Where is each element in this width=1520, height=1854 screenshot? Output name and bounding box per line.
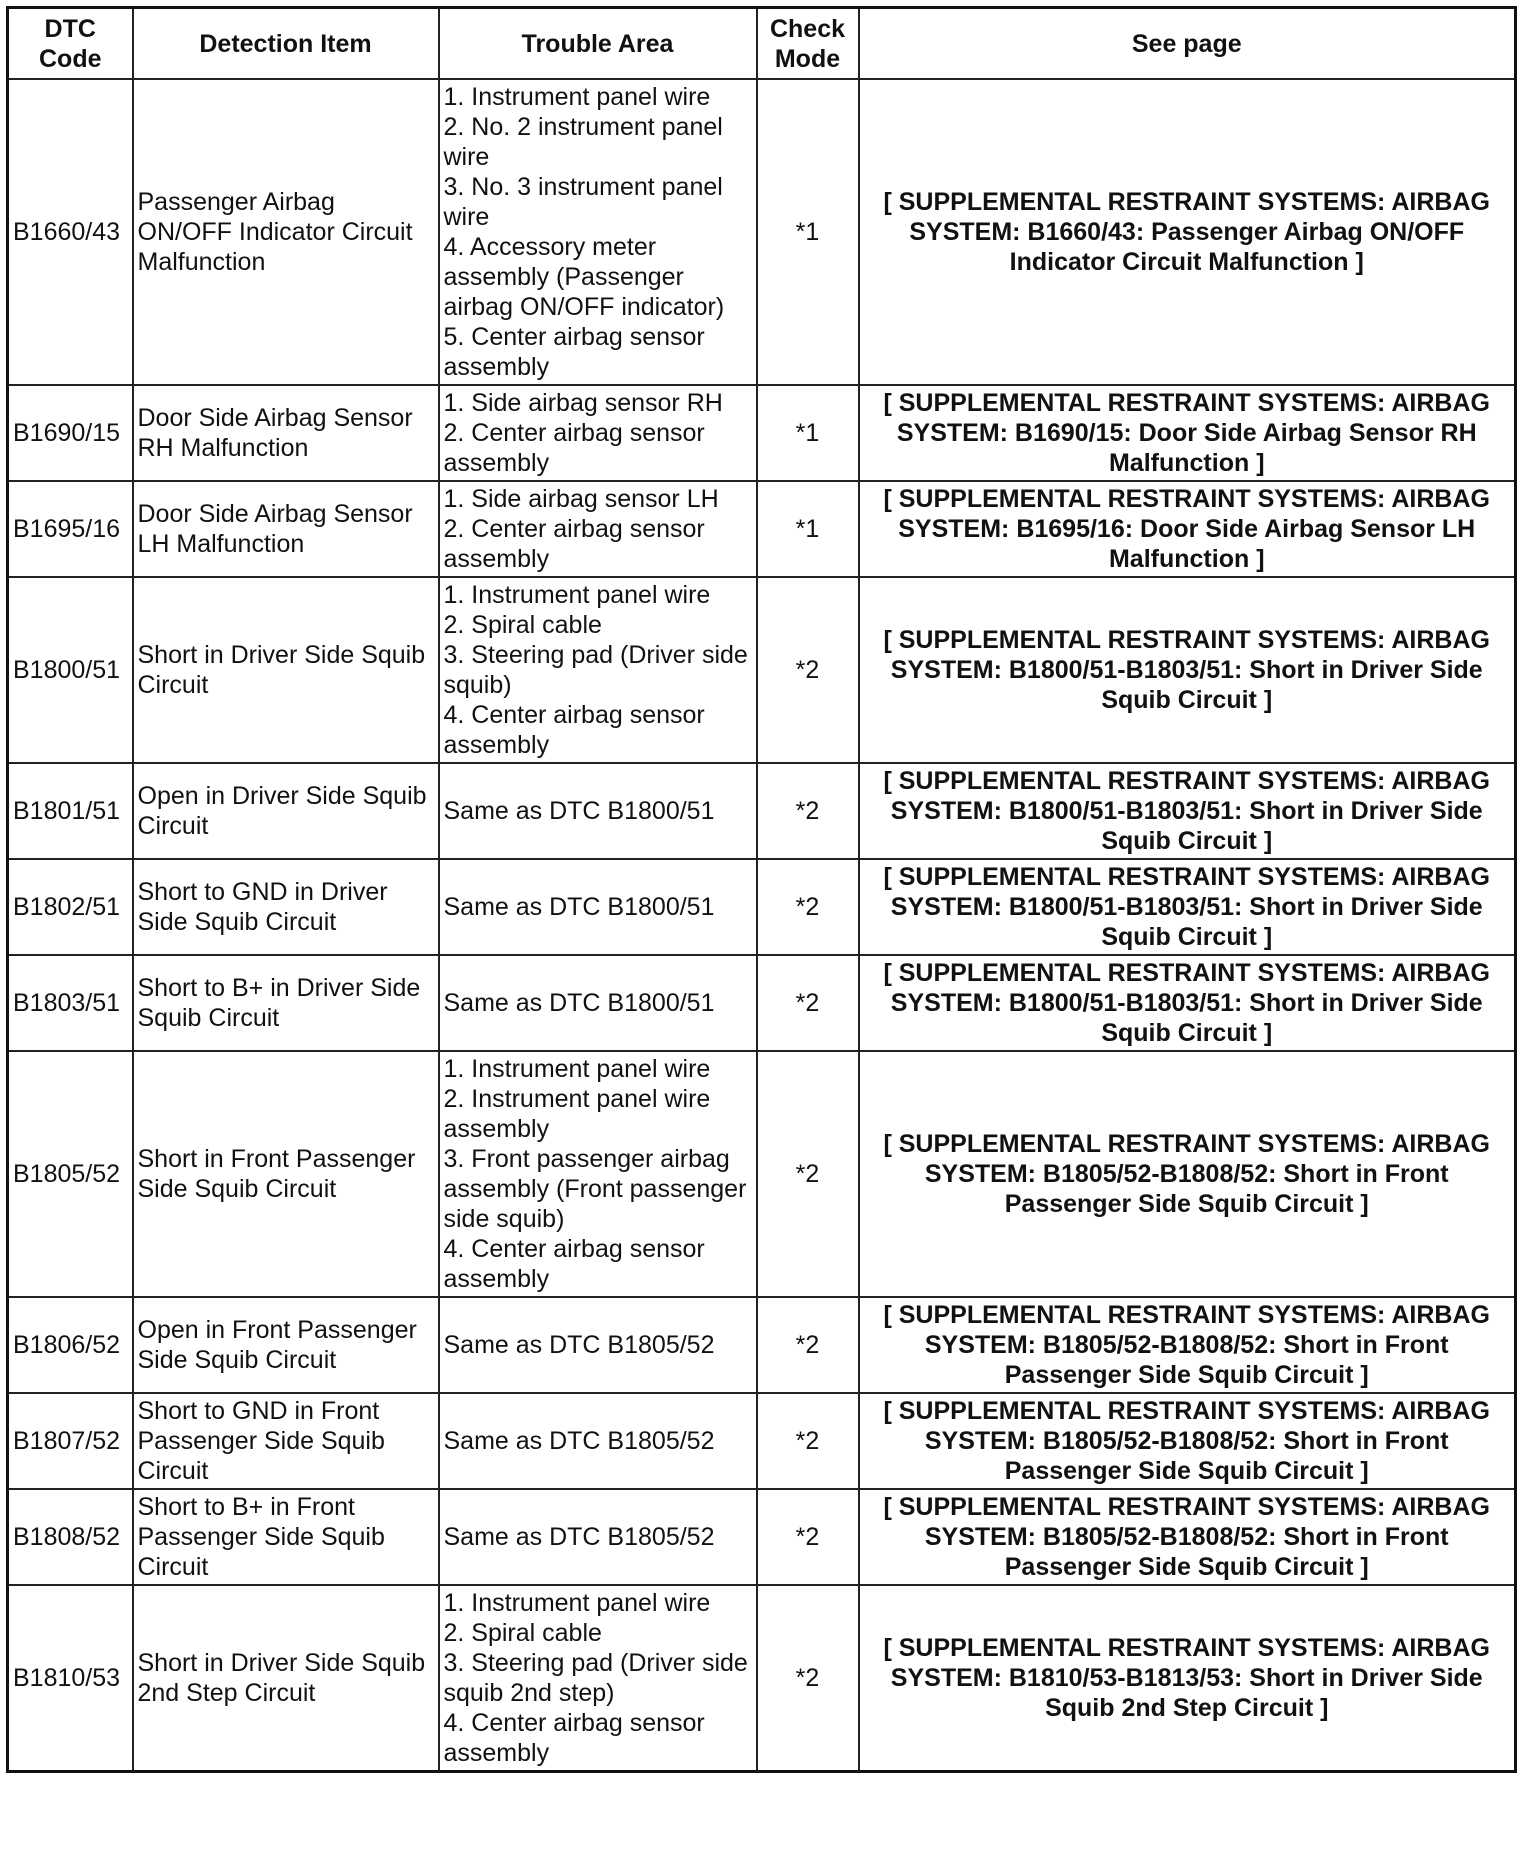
header-dtc-code: DTC Code — [8, 8, 133, 80]
dtc-code-cell: B1690/15 — [8, 385, 133, 481]
check-mode-cell: *2 — [757, 955, 859, 1051]
header-see-page: See page — [859, 8, 1516, 80]
trouble-area-cell — [439, 763, 757, 859]
detection-item-cell: Short in Driver Side Squib Circuit — [133, 577, 439, 763]
trouble-area-line: Same as DTC B1805/52 — [443, 1427, 715, 1455]
trouble-area-line: 2. No. 2 instrument panel wire — [443, 113, 723, 171]
see-page-link[interactable]: [ SUPPLEMENTAL RESTRAINT SYSTEMS: AIRBAG SYSTEM: B1690/15: Door Side Airbag Sensor RH Malfunction ] — [859, 385, 1516, 481]
trouble-area-cell — [439, 577, 757, 763]
trouble-area-cell — [439, 1297, 757, 1393]
trouble-area-line: 2. Spiral cable — [443, 1619, 602, 1647]
check-mode-cell: *1 — [757, 385, 859, 481]
check-mode-cell: *2 — [757, 1585, 859, 1772]
detection-item-cell: Short to GND in Driver Side Squib Circuit — [133, 859, 439, 955]
see-page-link[interactable]: [ SUPPLEMENTAL RESTRAINT SYSTEMS: AIRBAG SYSTEM: B1810/53-B1813/53: Short in Driver Side Squib 2nd Step Circuit ] — [859, 1585, 1516, 1772]
trouble-area-line: 4. Center airbag sensor assembly — [443, 701, 705, 759]
dtc-code-cell: B1805/52 — [8, 1051, 133, 1297]
trouble-area-line: 1. Side airbag sensor RH — [443, 389, 723, 417]
see-page-link[interactable]: [ SUPPLEMENTAL RESTRAINT SYSTEMS: AIRBAG SYSTEM: B1800/51-B1803/51: Short in Driver Side Squib Circuit ] — [859, 859, 1516, 955]
dtc-code-cell: B1800/51 — [8, 577, 133, 763]
detection-item-cell: Short to GND in Front Passenger Side Squib Circuit — [133, 1393, 439, 1489]
dtc-code-cell: B1808/52 — [8, 1489, 133, 1585]
trouble-area-line: Same as DTC B1805/52 — [443, 1523, 715, 1551]
trouble-area-line: 2. Instrument panel wire assembly — [443, 1085, 711, 1143]
detection-item-cell: Short to B+ in Driver Side Squib Circuit — [133, 955, 439, 1051]
table-row — [8, 577, 1516, 763]
see-page-link[interactable]: [ SUPPLEMENTAL RESTRAINT SYSTEMS: AIRBAG SYSTEM: B1800/51-B1803/51: Short in Driver Side Squib Circuit ] — [859, 763, 1516, 859]
dtc-code-cell: B1801/51 — [8, 763, 133, 859]
see-page-link[interactable]: [ SUPPLEMENTAL RESTRAINT SYSTEMS: AIRBAG SYSTEM: B1805/52-B1808/52: Short in Front Passenger Side Squib Circuit ] — [859, 1393, 1516, 1489]
detection-item-cell: Open in Driver Side Squib Circuit — [133, 763, 439, 859]
trouble-area-line: Same as DTC B1805/52 — [443, 1331, 715, 1359]
table-row — [8, 1393, 1516, 1489]
detection-item-cell: Door Side Airbag Sensor LH Malfunction — [133, 481, 439, 577]
dtc-code-cell: B1802/51 — [8, 859, 133, 955]
trouble-area-line: Same as DTC B1800/51 — [443, 893, 715, 921]
dtc-code-cell: B1806/52 — [8, 1297, 133, 1393]
trouble-area-cell — [439, 1393, 757, 1489]
table-row — [8, 1297, 1516, 1393]
trouble-area-line: Same as DTC B1800/51 — [443, 797, 715, 825]
trouble-area-line: 1. Instrument panel wire — [443, 1589, 711, 1617]
see-page-link[interactable]: [ SUPPLEMENTAL RESTRAINT SYSTEMS: AIRBAG SYSTEM: B1800/51-B1803/51: Short in Driver Side Squib Circuit ] — [859, 577, 1516, 763]
header-trouble-area: Trouble Area — [439, 8, 757, 80]
see-page-link[interactable]: [ SUPPLEMENTAL RESTRAINT SYSTEMS: AIRBAG SYSTEM: B1805/52-B1808/52: Short in Front Passenger Side Squib Circuit ] — [859, 1051, 1516, 1297]
check-mode-cell: *2 — [757, 763, 859, 859]
detection-item-cell: Short to B+ in Front Passenger Side Squib Circuit — [133, 1489, 439, 1585]
dtc-table-container — [6, 6, 1514, 1773]
trouble-area-line: Same as DTC B1800/51 — [443, 989, 715, 1017]
check-mode-cell: *2 — [757, 1393, 859, 1489]
table-row — [8, 763, 1516, 859]
trouble-area-cell — [439, 1051, 757, 1297]
trouble-area-line: 3. Steering pad (Driver side squib 2nd step) — [443, 1649, 748, 1707]
detection-item-cell: Short in Front Passenger Side Squib Circuit — [133, 1051, 439, 1297]
see-page-link[interactable]: [ SUPPLEMENTAL RESTRAINT SYSTEMS: AIRBAG SYSTEM: B1695/16: Door Side Airbag Sensor LH Malfunction ] — [859, 481, 1516, 577]
trouble-area-line: 2. Center airbag sensor assembly — [443, 515, 705, 573]
trouble-area-line: 1. Instrument panel wire — [443, 1055, 711, 1083]
table-row — [8, 1051, 1516, 1297]
see-page-link[interactable]: [ SUPPLEMENTAL RESTRAINT SYSTEMS: AIRBAG SYSTEM: B1805/52-B1808/52: Short in Front Passenger Side Squib Circuit ] — [859, 1489, 1516, 1585]
dtc-code-cell: B1810/53 — [8, 1585, 133, 1772]
trouble-area-cell — [439, 481, 757, 577]
table-body — [8, 79, 1516, 1772]
trouble-area-line: 5. Center airbag sensor assembly — [443, 323, 705, 381]
check-mode-cell: *1 — [757, 79, 859, 385]
header-check-mode: Check Mode — [757, 8, 859, 80]
trouble-area-line: 3. Steering pad (Driver side squib) — [443, 641, 748, 699]
trouble-area-cell — [439, 1585, 757, 1772]
trouble-area-cell — [439, 79, 757, 385]
table-header-row — [8, 8, 1516, 80]
trouble-area-line: 3. Front passenger airbag assembly (Front passenger side squib) — [443, 1145, 747, 1233]
trouble-area-line: 4. Center airbag sensor assembly — [443, 1235, 705, 1293]
table-row — [8, 385, 1516, 481]
trouble-area-cell — [439, 859, 757, 955]
check-mode-cell: *1 — [757, 481, 859, 577]
dtc-code-cell: B1695/16 — [8, 481, 133, 577]
trouble-area-line: 4. Center airbag sensor assembly — [443, 1709, 705, 1767]
trouble-area-cell — [439, 955, 757, 1051]
see-page-link[interactable]: [ SUPPLEMENTAL RESTRAINT SYSTEMS: AIRBAG SYSTEM: B1805/52-B1808/52: Short in Front Passenger Side Squib Circuit ] — [859, 1297, 1516, 1393]
table-row — [8, 955, 1516, 1051]
trouble-area-cell — [439, 385, 757, 481]
check-mode-cell: *2 — [757, 577, 859, 763]
table-row — [8, 481, 1516, 577]
see-page-link[interactable]: [ SUPPLEMENTAL RESTRAINT SYSTEMS: AIRBAG SYSTEM: B1800/51-B1803/51: Short in Driver Side Squib Circuit ] — [859, 955, 1516, 1051]
detection-item-cell: Door Side Airbag Sensor RH Malfunction — [133, 385, 439, 481]
check-mode-cell: *2 — [757, 1297, 859, 1393]
trouble-area-line: 1. Instrument panel wire — [443, 581, 711, 609]
see-page-link[interactable]: [ SUPPLEMENTAL RESTRAINT SYSTEMS: AIRBAG SYSTEM: B1660/43: Passenger Airbag ON/OFF Indicator Circuit Malfunction ] — [859, 79, 1516, 385]
trouble-area-cell — [439, 1489, 757, 1585]
trouble-area-line: 1. Instrument panel wire — [443, 83, 711, 111]
check-mode-cell: *2 — [757, 1051, 859, 1297]
check-mode-cell: *2 — [757, 1489, 859, 1585]
check-mode-cell: *2 — [757, 859, 859, 955]
header-detection-item: Detection Item — [133, 8, 439, 80]
trouble-area-line: 3. No. 3 instrument panel wire — [443, 173, 723, 231]
dtc-code-cell: B1660/43 — [8, 79, 133, 385]
table-row — [8, 79, 1516, 385]
detection-item-cell: Passenger Airbag ON/OFF Indicator Circuit Malfunction — [133, 79, 439, 385]
trouble-area-line: 1. Side airbag sensor LH — [443, 485, 719, 513]
trouble-area-line: 4. Accessory meter assembly (Passenger airbag ON/OFF indicator) — [443, 233, 725, 321]
table-row — [8, 1489, 1516, 1585]
table-row — [8, 1585, 1516, 1772]
detection-item-cell: Short in Driver Side Squib 2nd Step Circuit — [133, 1585, 439, 1772]
trouble-area-line: 2. Center airbag sensor assembly — [443, 419, 705, 477]
dtc-code-cell: B1803/51 — [8, 955, 133, 1051]
dtc-table — [6, 6, 1517, 1773]
trouble-area-line: 2. Spiral cable — [443, 611, 602, 639]
detection-item-cell: Open in Front Passenger Side Squib Circuit — [133, 1297, 439, 1393]
dtc-code-cell: B1807/52 — [8, 1393, 133, 1489]
table-row — [8, 859, 1516, 955]
